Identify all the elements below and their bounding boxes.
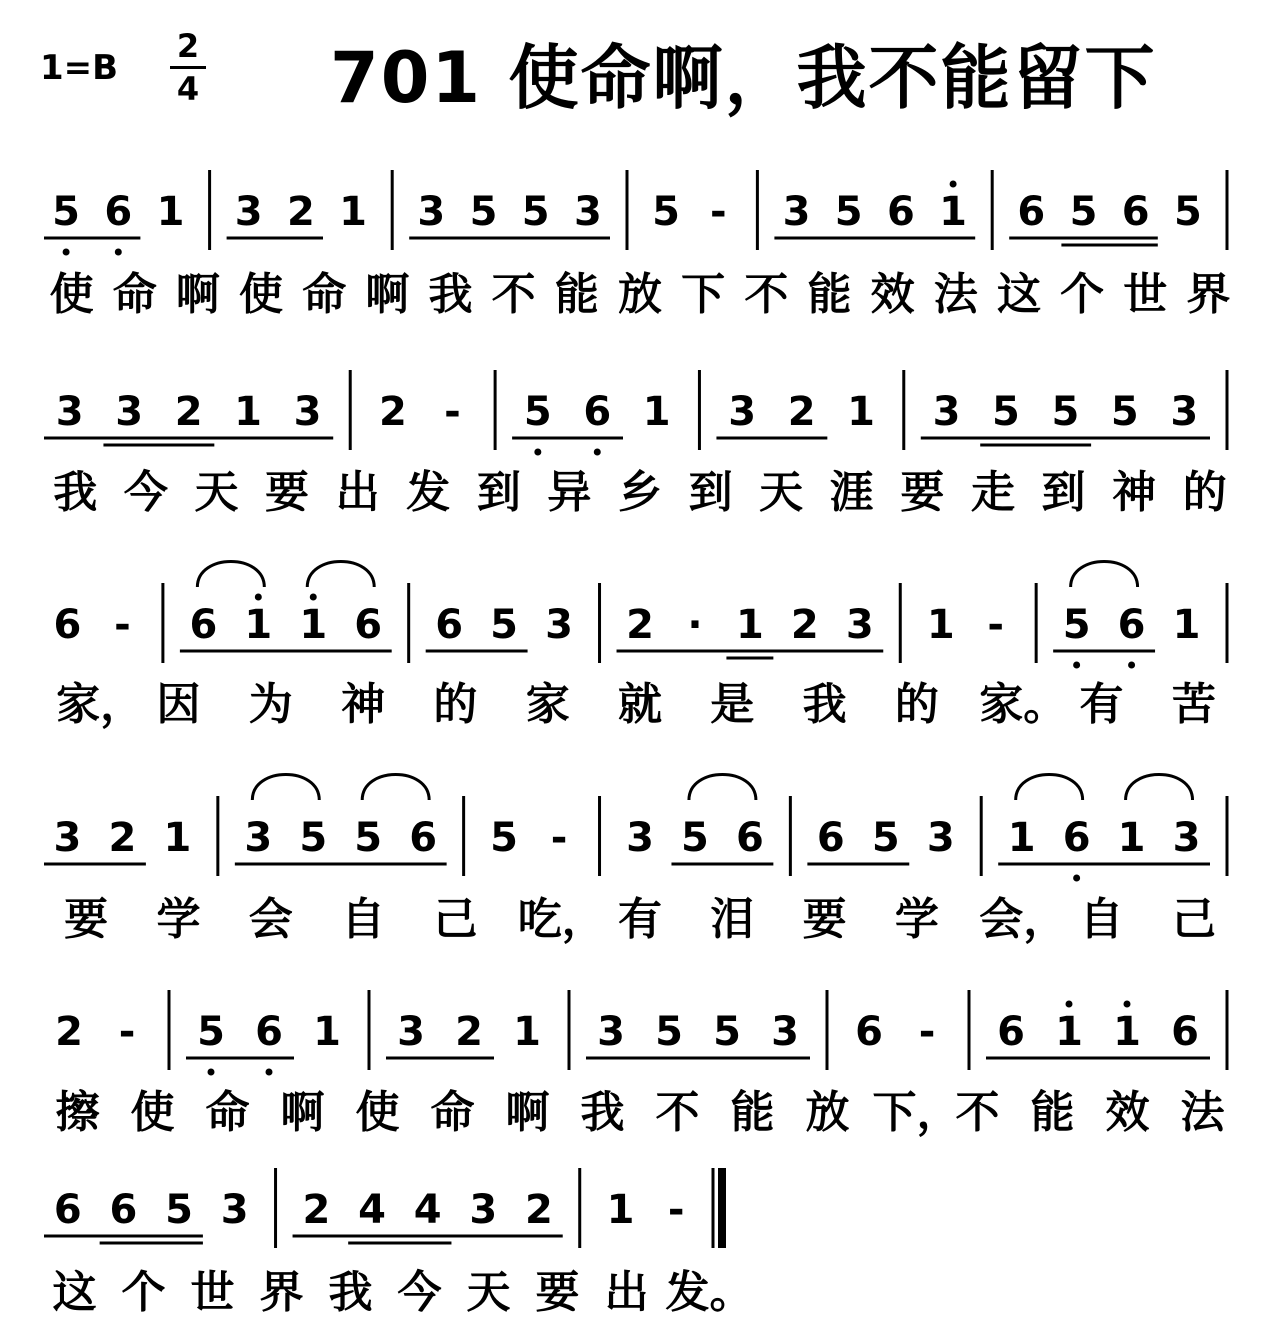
- lyric-syllable: 己: [1171, 894, 1216, 945]
- lyric-syllable: 能: [1030, 1087, 1075, 1138]
- note: 3: [53, 815, 82, 861]
- note: 5: [834, 189, 863, 235]
- note: 3: [545, 602, 573, 648]
- lyric-syllable: 世: [190, 1267, 235, 1318]
- note: 3: [417, 189, 446, 235]
- note: 2: [524, 1187, 553, 1233]
- note: 5: [490, 602, 519, 648]
- note: 6: [109, 1187, 138, 1233]
- lyric-syllable: 能: [730, 1087, 775, 1138]
- lyric-syllable: 家。: [979, 679, 1068, 730]
- note: 5: [165, 1187, 193, 1233]
- lyric-syllable: 会: [248, 894, 293, 945]
- lyric-syllable: 神: [1112, 467, 1157, 518]
- slur: [362, 775, 429, 801]
- note: 3: [771, 1009, 799, 1055]
- lyric-syllable: 要: [265, 467, 310, 518]
- dash-extension: -: [667, 1187, 685, 1233]
- lyric-syllable: 要: [802, 894, 847, 945]
- note: 3: [626, 815, 654, 861]
- lyric-syllable: 啊: [175, 269, 220, 320]
- note: 1: [244, 602, 273, 648]
- lyric-syllable: 命: [430, 1087, 475, 1138]
- lyric-syllable: 使: [239, 269, 284, 320]
- low-octave-dot: [1073, 875, 1080, 882]
- lyric-syllable: 我: [580, 1087, 625, 1138]
- lyric-syllable: 界: [259, 1267, 304, 1318]
- note: 1: [606, 1187, 635, 1233]
- note: 1: [642, 389, 671, 435]
- lyric-syllable: 会，: [979, 894, 1068, 945]
- lyric-syllable: 走: [970, 467, 1015, 518]
- lyric-syllable: 吃，: [517, 894, 606, 945]
- lyric-syllable: 不: [744, 269, 789, 320]
- note: 1: [299, 602, 328, 648]
- lyric-syllable: 的: [894, 679, 939, 730]
- note: 6: [53, 1187, 82, 1233]
- note: 1: [513, 1009, 541, 1055]
- lyric-syllable: 学: [156, 894, 201, 945]
- dash-extension: -: [987, 602, 1004, 648]
- note: 2: [626, 602, 654, 648]
- note: 6: [1171, 1009, 1199, 1055]
- lyric-syllable: 自: [1079, 894, 1124, 945]
- time-signature-top: 2: [176, 27, 200, 65]
- note: 5: [652, 189, 681, 235]
- lyric-syllable: 要: [64, 894, 109, 945]
- note: 5: [1173, 189, 1202, 235]
- lyric-syllable: 效: [1105, 1087, 1150, 1138]
- lyric-syllable: 要: [535, 1267, 580, 1318]
- dash-extension: -: [709, 189, 727, 235]
- note: 6: [435, 602, 464, 648]
- lyric-syllable: 下: [681, 269, 726, 320]
- note: 5: [521, 189, 550, 235]
- lyric-syllable: 到: [476, 467, 521, 518]
- lyric-syllable: 到: [1041, 467, 1086, 518]
- lyric-syllable: 命: [112, 269, 157, 320]
- note: 1: [156, 189, 185, 235]
- lyric-syllable: 是: [710, 679, 755, 730]
- high-octave-dot: [310, 594, 317, 601]
- note: 1: [1007, 815, 1036, 861]
- lyric-syllable: 天: [759, 467, 804, 518]
- note: 3: [115, 389, 144, 435]
- lyric-syllable: 泪: [710, 894, 755, 945]
- slur: [197, 562, 264, 588]
- lyric-syllable: 出: [604, 1267, 649, 1318]
- note: 6: [855, 1009, 883, 1055]
- note: 3: [573, 189, 602, 235]
- note: 3: [220, 1187, 249, 1233]
- note: 5: [354, 815, 383, 861]
- note: 6: [409, 815, 438, 861]
- low-octave-dot: [594, 449, 601, 456]
- high-octave-dot: [255, 594, 262, 601]
- note: 1: [1172, 602, 1201, 648]
- note: 6: [1062, 815, 1091, 861]
- lyric-syllable: 自: [341, 894, 386, 945]
- slur: [252, 775, 319, 801]
- note: 3: [397, 1009, 425, 1055]
- lyric-syllable: 天: [194, 467, 239, 518]
- low-octave-dot: [534, 449, 541, 456]
- note: 3: [845, 602, 874, 648]
- lyric-syllable: 异: [547, 467, 592, 518]
- note: 4: [413, 1187, 442, 1233]
- high-octave-dot: [950, 181, 957, 188]
- low-octave-dot: [1128, 662, 1135, 669]
- dash-extension: -: [918, 1009, 936, 1055]
- lyric-syllable: 这: [52, 1267, 97, 1318]
- slur: [1126, 775, 1193, 801]
- note: 3: [782, 189, 811, 235]
- dash-extension: -: [444, 389, 461, 435]
- lyric-syllable: 法: [933, 269, 978, 320]
- lyric-syllable: 乡: [618, 467, 662, 518]
- lyric-syllable: 今: [123, 467, 168, 518]
- note: 6: [886, 189, 915, 235]
- note: 5: [299, 815, 328, 861]
- lyric-syllable: 使: [130, 1087, 175, 1138]
- lyric-syllable: 世: [1123, 269, 1168, 320]
- note: 1: [234, 389, 262, 435]
- note: 3: [293, 389, 322, 435]
- lyric-syllable: 不: [955, 1087, 1000, 1138]
- lyric-syllable: 学: [894, 894, 939, 945]
- lyric-syllable: 效: [870, 269, 915, 320]
- note: 1: [1117, 815, 1146, 861]
- note: 5: [490, 815, 519, 861]
- note: 6: [816, 815, 845, 861]
- lyric-syllable: 今: [397, 1267, 442, 1318]
- lyric-syllable: 个: [1060, 269, 1105, 320]
- note: 2: [790, 602, 819, 648]
- note: 6: [997, 1009, 1025, 1055]
- note: 3: [932, 389, 961, 435]
- lyric-syllable: 个: [121, 1267, 166, 1318]
- lyric-syllable: 我: [802, 679, 847, 730]
- dash-extension: -: [550, 815, 568, 861]
- note: 2: [787, 389, 816, 435]
- lyric-syllable: 放: [618, 269, 662, 320]
- low-octave-dot: [266, 1069, 273, 1076]
- lyric-syllable: 的: [1182, 467, 1227, 518]
- dash-extension: -: [118, 1009, 136, 1055]
- note: 2: [286, 189, 315, 235]
- lyric-syllable: 家: [525, 679, 570, 730]
- note: 3: [244, 815, 273, 861]
- lyric-syllable: 涯: [829, 467, 874, 518]
- note: 5: [197, 1009, 225, 1055]
- note: 6: [1117, 602, 1146, 648]
- note: 5: [1069, 189, 1098, 235]
- lyric-syllable: 的: [433, 679, 478, 730]
- note: 1: [847, 389, 875, 435]
- lyric-syllable: 发: [406, 467, 451, 518]
- low-octave-dot: [63, 249, 70, 256]
- lyric-syllable: 命: [205, 1087, 250, 1138]
- low-octave-dot: [208, 1069, 215, 1076]
- lyric-syllable: 神: [341, 679, 386, 730]
- note: 6: [583, 389, 612, 435]
- note: 5: [1062, 602, 1091, 648]
- note: 5: [681, 815, 709, 861]
- lyric-syllable: 下，: [872, 1087, 961, 1138]
- note: 5: [523, 389, 552, 435]
- lyric-syllable: 我: [53, 467, 98, 518]
- note: 1: [735, 602, 764, 648]
- note: 6: [189, 602, 218, 648]
- lyric-syllable: 己: [433, 894, 478, 945]
- high-octave-dot: [1124, 1001, 1131, 1008]
- note: 3: [234, 189, 263, 235]
- lyric-syllable: 啊: [505, 1087, 550, 1138]
- note: 2: [302, 1187, 331, 1233]
- lyric-syllable: 不: [655, 1087, 700, 1138]
- note: 2: [379, 389, 407, 435]
- note: 2: [455, 1009, 483, 1055]
- lyric-syllable: 为: [248, 679, 293, 730]
- note: 5: [992, 389, 1020, 435]
- note: 1: [926, 602, 955, 648]
- note: 2: [55, 1009, 83, 1055]
- lyric-syllable: 因: [156, 679, 201, 730]
- note: 5: [655, 1009, 683, 1055]
- note: 1: [1113, 1009, 1141, 1055]
- note: 6: [255, 1009, 283, 1055]
- note: 6: [354, 602, 383, 648]
- lyric-syllable: 有: [1079, 679, 1124, 730]
- augmentation-dot: ·: [687, 602, 703, 648]
- note: 3: [469, 1187, 498, 1233]
- lyric-syllable: 就: [618, 679, 662, 730]
- note: 6: [735, 815, 764, 861]
- lyric-syllable: 出: [335, 467, 380, 518]
- low-octave-dot: [115, 249, 122, 256]
- lyric-syllable: 我: [428, 269, 473, 320]
- slur: [1016, 775, 1083, 801]
- lyric-syllable: 苦: [1171, 679, 1216, 730]
- note: 6: [1017, 189, 1046, 235]
- lyric-syllable: 家，: [56, 679, 145, 730]
- note: 1: [939, 189, 968, 235]
- note: 3: [728, 389, 757, 435]
- lyric-syllable: 有: [618, 894, 662, 945]
- note: 3: [55, 389, 84, 435]
- note: 6: [104, 189, 133, 235]
- note: 5: [871, 815, 900, 861]
- note: 5: [469, 189, 498, 235]
- note: 2: [174, 389, 203, 435]
- lyric-syllable: 到: [688, 467, 733, 518]
- low-octave-dot: [1073, 662, 1080, 669]
- note: 5: [1110, 389, 1139, 435]
- song-title: 701 使命啊，我不能留下: [330, 37, 1157, 119]
- lyric-syllable: 这: [996, 269, 1041, 320]
- note: 3: [1170, 389, 1199, 435]
- dash-extension: -: [114, 602, 131, 648]
- lyric-syllable: 发。: [665, 1267, 754, 1318]
- note: 5: [52, 189, 81, 235]
- lyric-syllable: 使: [355, 1087, 400, 1138]
- lyric-syllable: 能: [554, 269, 599, 320]
- lyric-syllable: 界: [1186, 269, 1231, 320]
- lyric-syllable: 能: [807, 269, 852, 320]
- lyric-syllable: 我: [328, 1267, 373, 1318]
- lyric-syllable: 啊: [280, 1087, 325, 1138]
- note: 6: [53, 602, 82, 648]
- note: 4: [358, 1187, 386, 1233]
- note: 1: [163, 815, 192, 861]
- note: 1: [339, 189, 368, 235]
- note: 1: [313, 1009, 341, 1055]
- note: 6: [1121, 189, 1150, 235]
- note: 5: [1051, 389, 1080, 435]
- lyric-syllable: 天: [466, 1267, 511, 1318]
- high-octave-dot: [1066, 1001, 1073, 1008]
- slur: [689, 775, 756, 801]
- note: 3: [1172, 815, 1201, 861]
- key-signature: 1=B: [40, 48, 119, 88]
- note: 1: [1055, 1009, 1083, 1055]
- lyric-syllable: 法: [1180, 1087, 1225, 1138]
- note: 3: [597, 1009, 625, 1055]
- lyric-syllable: 啊: [365, 269, 410, 320]
- time-signature-bottom: 4: [176, 70, 200, 108]
- lyric-syllable: 不: [491, 269, 536, 320]
- slur: [1071, 562, 1138, 588]
- lyric-syllable: 命: [302, 269, 347, 320]
- lyric-syllable: 要: [900, 467, 945, 518]
- note: 2: [108, 815, 137, 861]
- lyric-syllable: 擦: [55, 1087, 100, 1138]
- slur: [307, 562, 374, 588]
- note: 3: [926, 815, 955, 861]
- lyric-syllable: 使: [49, 269, 94, 320]
- lyric-syllable: 放: [805, 1087, 850, 1138]
- note: 5: [713, 1009, 741, 1055]
